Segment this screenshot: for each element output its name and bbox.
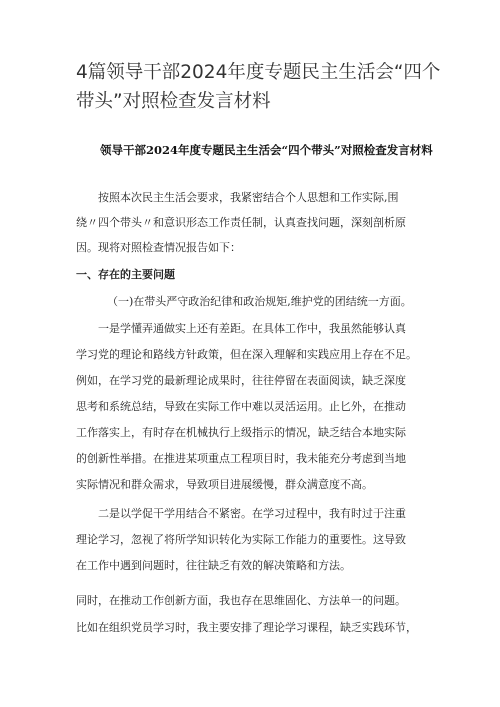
paragraph-line: 理论学习，忽视了将所学知识转化为实际工作能力的重要性。这导致: [76, 533, 406, 546]
paragraph-line: 实际情况和群众需求，导致项目进展缓慢，群众满意度不高。: [76, 478, 373, 491]
paragraph-line: 例如，在学习党的最新理论成果时，往往停留在表面阅读，缺乏深度: [76, 374, 406, 387]
paragraph-line: 在工作中遇到问题时，往往缺乏有效的解决策略和方法。: [76, 559, 351, 572]
document-title: 4篇领导干部2024年度专题民主生活会“四个带头”对照检查发言材料: [76, 62, 441, 112]
section-heading: 一、存在的主要问题: [76, 268, 175, 281]
paragraph-line: 二是以学促干学用结合不紧密。在学习过程中，我有时过于注重: [98, 507, 406, 520]
paragraph-line: 因。现将对照检查情况报告如下：: [76, 241, 241, 254]
paragraph-line: 学习党的理论和路线方针政策，但在深入理解和实践应用上存在不足。: [76, 348, 417, 361]
paragraph-line: 工作落实上，有时存在机械执行上级指示的情况，缺乏结合本地实际: [76, 426, 406, 439]
paragraph-line: 比如在组织党员学习时，我主要安排了理论学习课程，缺乏实践环节，: [76, 621, 417, 634]
subsection-heading: （一)在带头严守政治纪律和政治规矩,维护党的团结统一方面。: [107, 295, 412, 308]
paragraph-line: 按照本次民主生活会要求，我紧密结合个人思想和工作实际,围: [98, 191, 399, 204]
paragraph-line: 同时，在推动工作创新方面，我也存在思维固化、方法单一的问题。: [76, 594, 406, 607]
paragraph-line: 一是学懂弄通做实上还有差距。在具体工作中，我虽然能够认真: [98, 322, 406, 335]
section-title: 领导干部2024年度专题民主生活会“四个带头”对照检查发言材料: [100, 143, 433, 157]
paragraph-line: 思考和系统总结，导致在实际工作中难以灵活运用。止匕外，在推动: [76, 400, 406, 413]
paragraph-line: 绕〃四个带头〃和意识形态工作责任制，认真查找问题，深刻剖析原: [76, 216, 406, 229]
paragraph-line: 的创新性举措。在推进某项重点工程项目时，我未能充分考虑到当地: [76, 452, 406, 465]
